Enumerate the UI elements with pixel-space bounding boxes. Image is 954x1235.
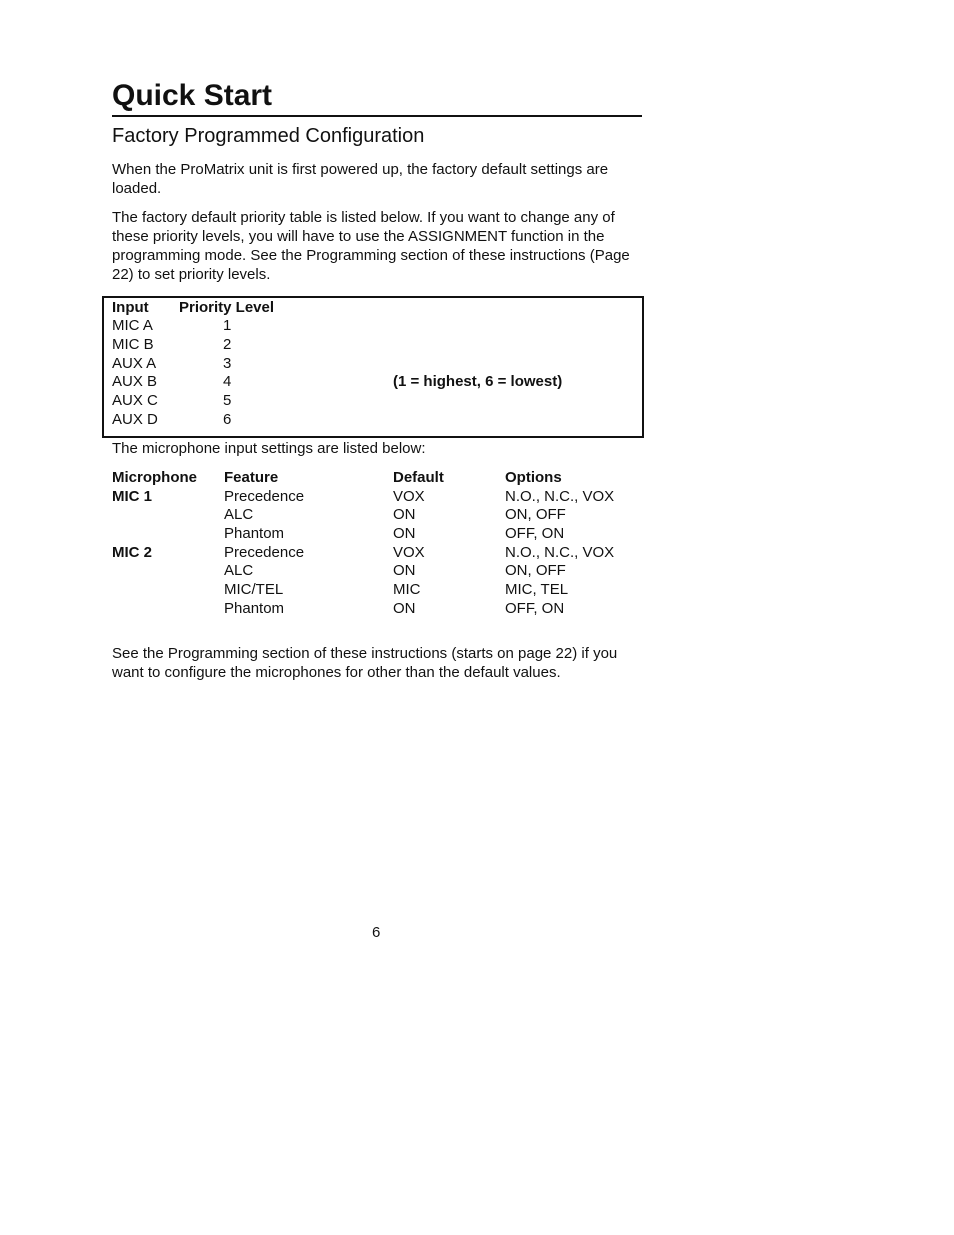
priority-input: MIC A — [112, 317, 153, 334]
intro-paragraph-2: The factory default priority table is listed below. If you want to change any of these priority levels, you will have to use the ASSIGNMENT function in the programming mode. See the Programming section of these instructions (Page 22) to set priority levels. — [112, 209, 630, 283]
mic-options: N.O., N.C., VOX — [505, 543, 615, 561]
mic-feature: Phantom — [224, 525, 285, 543]
mic-table-row — [112, 581, 652, 600]
mic-default: ON — [393, 562, 416, 580]
mic-table-row — [112, 600, 652, 619]
mic-default: ON — [393, 599, 416, 617]
priority-header-level: Priority Level — [179, 299, 275, 316]
mic-options: ON, OFF — [505, 506, 566, 524]
mic-feature: ALC — [224, 562, 254, 580]
mic-header-options: Options — [505, 469, 562, 486]
mic-default: MIC — [393, 581, 421, 599]
priority-level: 6 — [223, 411, 232, 428]
mic-feature: MIC/TEL — [224, 581, 284, 599]
mic-name: MIC 2 — [112, 543, 153, 561]
page-number: 6 — [372, 924, 381, 941]
mic-default: ON — [393, 506, 416, 524]
mic-header-microphone: Microphone — [112, 469, 197, 486]
mic-table-row — [112, 488, 652, 507]
document-page — [112, 78, 642, 681]
mic-default: VOX — [393, 543, 425, 561]
priority-input: MIC B — [112, 336, 154, 353]
priority-level: 1 — [223, 317, 232, 334]
mic-table-row — [112, 506, 652, 525]
intro-paragraph-1: When the ProMatrix unit is first powered up, the factory default settings are loaded. — [112, 161, 609, 197]
mic-table-row — [112, 544, 652, 563]
mic-feature: Phantom — [224, 599, 285, 617]
mic-header-feature: Feature — [224, 469, 279, 486]
mic-table-row — [112, 562, 652, 581]
mic-header-default: Default — [393, 469, 444, 486]
mic-options: N.O., N.C., VOX — [505, 487, 615, 505]
mic-settings-table — [112, 469, 652, 619]
mic-feature: Precedence — [224, 487, 305, 505]
page-title: Quick Start — [112, 78, 642, 117]
priority-level: 3 — [223, 355, 232, 372]
priority-input: AUX D — [112, 411, 158, 428]
priority-input: AUX A — [112, 355, 157, 372]
mic-settings-intro: The microphone input settings are listed below: — [112, 440, 426, 457]
priority-input: AUX C — [112, 392, 158, 409]
priority-table-box — [102, 296, 644, 438]
closing-paragraph: See the Programming section of these instructions (starts on page 22) if you want to configure the microphones for other than the default values. — [112, 645, 618, 681]
mic-feature: Precedence — [224, 543, 305, 561]
mic-options: MIC, TEL — [505, 581, 569, 599]
mic-name: MIC 1 — [112, 487, 153, 505]
mic-default: ON — [393, 525, 416, 543]
priority-level: 5 — [223, 392, 232, 409]
priority-level: 4 — [223, 373, 232, 390]
section-subtitle: Factory Programmed Configuration — [112, 125, 425, 147]
priority-level: 2 — [223, 336, 232, 353]
mic-default: VOX — [393, 487, 425, 505]
priority-input: AUX B — [112, 373, 158, 390]
mic-feature: ALC — [224, 506, 254, 524]
mic-table-header — [112, 469, 652, 488]
mic-options: OFF, ON — [505, 525, 565, 543]
priority-header-input: Input — [112, 299, 149, 316]
mic-options: ON, OFF — [505, 562, 566, 580]
priority-note: (1 = highest, 6 = lowest) — [393, 373, 563, 390]
mic-options: OFF, ON — [505, 599, 565, 617]
mic-table-row — [112, 525, 652, 544]
